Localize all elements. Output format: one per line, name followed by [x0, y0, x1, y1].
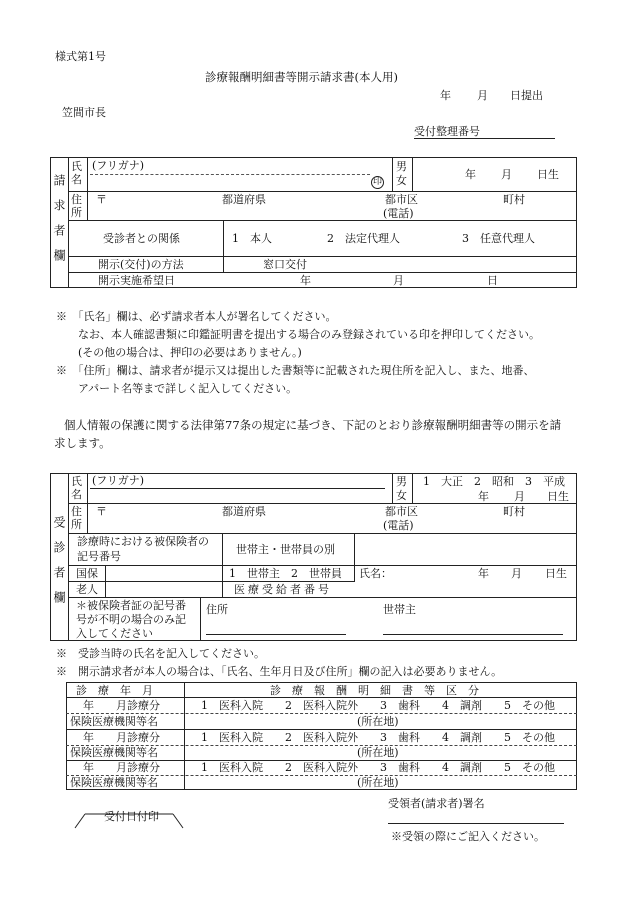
note-patient-name: ※ 受診当時の氏名を記入してください。: [56, 647, 265, 660]
form-number: 様式第1号: [55, 50, 106, 63]
addressee: 笠間市長: [62, 106, 106, 119]
requester-prefecture: 都道府県: [222, 193, 266, 206]
unknown-address-label: 住所: [206, 603, 228, 616]
era-heisei[interactable]: 3 平成: [525, 475, 565, 488]
patient-postal-icon: 〒: [96, 505, 107, 518]
era-showa[interactable]: 2 昭和: [474, 475, 514, 488]
household-options[interactable]: 1 世帯主 2 世帯員: [229, 567, 342, 580]
claim-3-period: 年 月診療分: [83, 761, 160, 774]
elderly-label: 老人: [76, 583, 98, 596]
patient-birth-year: 年: [478, 490, 489, 503]
requester-phone: (電話): [383, 207, 414, 220]
patient-phone: (電話): [383, 519, 414, 532]
unknown-note-2: 号が不明の場合のみ記: [76, 613, 186, 626]
claims-header-type: 診 療 報 酬 明 細 書 等 区 分: [270, 684, 479, 697]
patient-addr-label-2: 所: [71, 518, 82, 531]
submit-day: 日提出: [510, 89, 543, 102]
claim-1-institution-label: 保険医療機関等名: [70, 715, 158, 728]
patient-name-input[interactable]: [90, 489, 385, 502]
patient-town: 町村: [503, 505, 525, 518]
requester-postal-icon: 〒: [96, 193, 107, 206]
unknown-note-3: 入してください: [76, 627, 153, 640]
patient-name-label-2: 名: [71, 488, 82, 501]
method-value: 窓口交付: [263, 258, 307, 271]
household-birth-month: 月: [511, 567, 522, 580]
method-label: 開示(交付)の方法: [98, 258, 184, 271]
requester-side-label: 請求者欄: [52, 174, 66, 274]
era-taisho[interactable]: 1 大正: [423, 475, 463, 488]
insured-number-label-1: 診療時における被保険者の: [77, 535, 209, 548]
intro-line-1: 個人情報の保護に関する法律第77条の規定に基づき、下記のとおり診療報酬明細書等の開示を請: [64, 418, 562, 432]
patient-furigana: (フリガナ): [92, 474, 145, 487]
note-seal: なお、本人確認書類に印鑑証明書を提出する場合のみ登録されている印を押印してください。: [78, 328, 540, 341]
note-seal-other: (その他の場合は、押印の必要はありません。): [78, 346, 302, 359]
national-insurance-label: 国保: [76, 567, 98, 580]
patient-side-label: 受診者欄: [52, 516, 66, 616]
receipt-stamp-label: 受付日付印: [104, 810, 159, 823]
requester-birth-month: 月: [501, 168, 512, 181]
requester-birth-day: 日生: [537, 168, 559, 181]
submit-month: 月: [477, 89, 488, 102]
household-label: 世帯主・世帯員の別: [236, 543, 335, 556]
unknown-address-line[interactable]: [206, 634, 346, 635]
claim-1-types[interactable]: 1 医科入院 2 医科入院外 3 歯科 4 調剤 5 その他: [201, 699, 555, 712]
claim-2-institution-label: 保険医療機関等名: [70, 746, 158, 759]
page-title: 診療報酬明細書等開示請求書(本人用): [205, 70, 398, 84]
claim-1-period: 年 月診療分: [83, 699, 160, 712]
recipient-sign-label: 受領者(請求者)署名: [388, 797, 485, 810]
patient-gender-female[interactable]: 女: [396, 489, 407, 502]
insured-number-label-2: 記号番号: [77, 550, 121, 563]
patient-addr-label-1: 住: [71, 505, 82, 518]
wish-day: 日: [487, 274, 498, 287]
note-name: ※ 「氏名」欄は、必ず請求者本人が署名してください。: [56, 310, 337, 323]
household-birth-day: 日生: [545, 567, 567, 580]
patient-city: 都市区: [385, 505, 418, 518]
patient-name-label-1: 氏: [71, 475, 82, 488]
note-self-request: ※ 開示請求者が本人の場合は、「氏名、生年月日及び住所」欄の記入は必要ありません。: [56, 665, 503, 678]
household-name-label: 氏名：: [359, 567, 392, 580]
requester-name-input[interactable]: [90, 175, 365, 188]
requester-gender-male[interactable]: 男: [396, 160, 407, 173]
household-birth-year: 年: [478, 567, 489, 580]
relation-option-legal[interactable]: 2 法定代理人: [327, 232, 400, 245]
unknown-head-label: 世帯主: [383, 603, 416, 616]
relation-option-voluntary[interactable]: 3 任意代理人: [462, 232, 535, 245]
relation-option-self[interactable]: 1 本人: [232, 232, 272, 245]
submit-year: 年: [440, 89, 451, 102]
patient-prefecture: 都道府県: [222, 505, 266, 518]
claim-3-institution-label: 保険医療機関等名: [70, 776, 158, 789]
requester-name-label-1: 氏: [71, 160, 82, 173]
medical-recipient-number-label: 医療受給者番号: [234, 583, 332, 596]
requester-furigana: (フリガナ): [92, 159, 145, 172]
claim-2-period: 年 月診療分: [83, 731, 160, 744]
requester-addr-label-2: 所: [71, 206, 82, 219]
recipient-note: ※受領の際にご記入ください。: [391, 830, 545, 843]
requester-addr-label-1: 住: [71, 193, 82, 206]
patient-birth-day: 日生: [547, 490, 569, 503]
wish-year: 年: [300, 274, 311, 287]
requester-city: 都市区: [385, 193, 418, 206]
requester-birth-year: 年: [465, 168, 476, 181]
patient-gender-male[interactable]: 男: [396, 475, 407, 488]
unknown-note-1: ＊被保険者証の記号番: [76, 599, 186, 612]
note-address: ※ 「住所」欄は、請求者が提示又は提出した書類等に記載された現住所を記入し、また、地番、: [56, 364, 535, 377]
requester-name-label-2: 名: [71, 173, 82, 186]
claim-3-types[interactable]: 1 医科入院 2 医科入院外 3 歯科 4 調剤 5 その他: [201, 761, 555, 774]
claim-2-types[interactable]: 1 医科入院 2 医科入院外 3 歯科 4 調剤 5 その他: [201, 731, 555, 744]
unknown-head-line[interactable]: [383, 634, 563, 635]
seal-icon: 印: [372, 177, 382, 187]
patient-birth-month: 月: [514, 490, 525, 503]
claims-header-period: 診 療 年 月: [76, 684, 153, 697]
wish-month: 月: [393, 274, 404, 287]
wish-date-label: 開示実施希望日: [98, 274, 175, 287]
receipt-number-label: 受付整理番号: [414, 125, 480, 138]
claim-3-location: (所在地): [357, 776, 399, 789]
receipt-number-line[interactable]: [414, 138, 555, 139]
claim-1-location: (所在地): [357, 715, 399, 728]
requester-gender-female[interactable]: 女: [396, 174, 407, 187]
note-address-2: アパート名等まで詳しく記入してください。: [78, 382, 298, 395]
claim-2-location: (所在地): [357, 746, 399, 759]
intro-line-2: 求します。: [54, 436, 111, 450]
relation-label: 受診者との関係: [103, 232, 180, 245]
recipient-sign-line[interactable]: [388, 823, 564, 824]
requester-town: 町村: [503, 193, 525, 206]
